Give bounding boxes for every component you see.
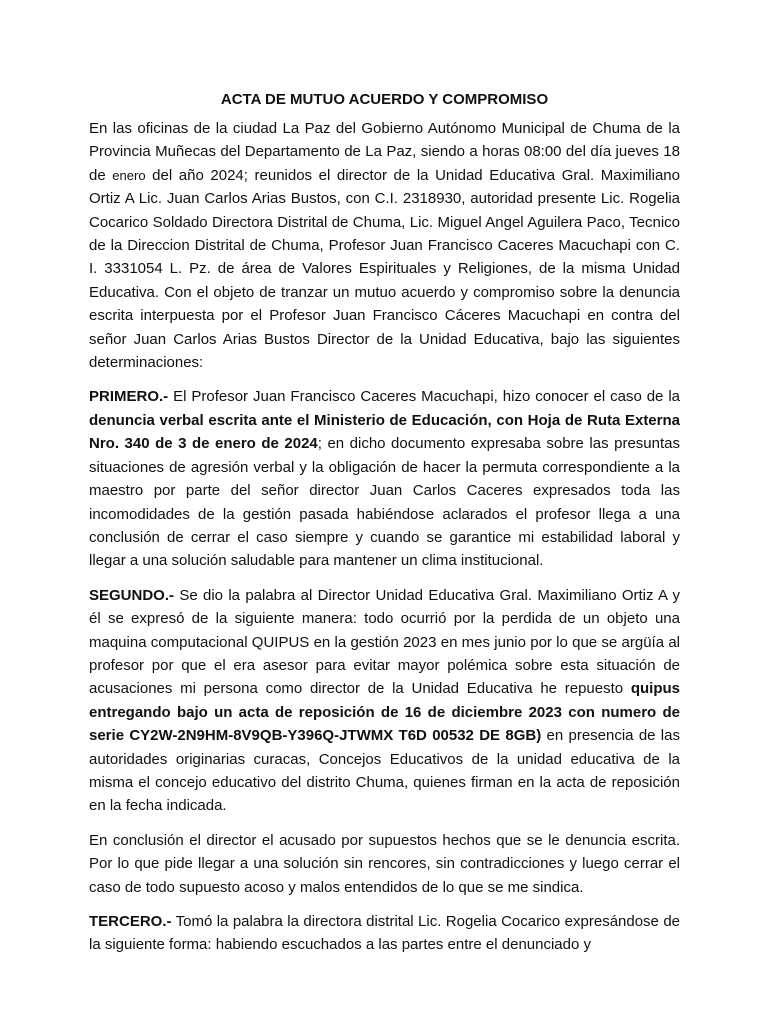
intro-month: enero [112,167,146,183]
intro-paragraph [89,117,680,374]
tercero-text-1: Tomó la palabra la directora distrital Lic. Rogelia Cocarico expresándose de la siguiente forma: habiendo escuchados a las partes entre el denunciado y [89,913,680,954]
tercero-paragraph [89,910,680,957]
document-title: ACTA DE MUTUO ACUERDO Y COMPROMISO [220,91,549,108]
primero-paragraph [89,385,680,572]
document-body [89,117,680,968]
primero-bold-text: denuncia verbal escrita ante el Ministerio de Educación, con Hoja de Ruta Externa Nro. 340 de 3 de enero de 2024 [89,411,680,453]
segundo-text-2: en presencia de las autoridades originarias curacas, Concejos Educativos de la unidad educativa de la misma el concejo educativo del distrito Chuma, quienes firman en la acta de reposición en la fecha indicada. [89,727,680,815]
segundo-paragraph [89,584,680,818]
primero-text-1: El Profesor Juan Francisco Caceres Macuchapi, hizo conocer el caso de la [168,388,680,406]
conclusion-paragraph: En conclusión el director el acusado por supuestos hechos que se le denuncia escrita. Por lo que pide llegar a una solución sin rencores, sin contradicciones y luego cerrar el caso de todo supuesto acoso y malos entendidos de lo que se me sindica. [89,831,680,896]
intro-text-part2: del año 2024; reunidos el director de la Unidad Educativa Gral. Maximiliano Ortiz A Lic. Juan Carlos Arias Bustos, con C.I. 2318930, autoridad presente Lic. Rogelia Cocarico Soldado Directora Distrital de Chuma, Lic. Miguel Angel Aguilera Paco, Tecnico de la Direccion Distrital de Chuma, Profesor Juan Francisco Caceres Macuchapi con C. I. 3331054 L. Pz. de área de Valores Espirituales y Religiones, de la misma Unidad Educativa. Con el objeto de tranzar un mutuo acuerdo y compromiso sobre la denuncia escrita interpuesta por el Profesor Juan Francisco Cáceres Macuchapi en contra del señor Juan Carlos Arias Bustos Director de la Unidad Educativa, bajo las siguientes determinaciones: [89,166,680,372]
primero-text-2: ; en dicho documento expresaba sobre las presuntas situaciones de agresión verbal y la obligación de hacer la permuta correspondiente a la maestro por parte del señor director Juan Carlos Caceres expresados toda las incomodidades de la gestión pasada habiéndose aclarados el profesor llega a una conclusión de cerrar el caso siempre y cuando se garantice mi estabilidad laboral y llegar a una solución saludable para mantener un clima institucional. [89,435,680,570]
primero-label: PRIMERO.- [89,388,169,406]
segundo-text-1: Se dio la palabra al Director Unidad Educativa Gral. Maximiliano Ortiz A y él se expresó de la siguiente manera: todo ocurrió por la perdida de un objeto una maquina computacional QUIPUS en la gestión 2023 en mes junio por lo que se argüía al profesor por que el era asesor para evitar mayor polémica sobre esta situación de acusaciones mi persona como director de la Unidad Educativa he repuesto [89,586,680,698]
tercero-label: TERCERO.- [89,913,172,930]
segundo-bold-text: quipus entregando bajo un acta de reposición de 16 de diciembre 2023 con numero de serie CY2W-2N9HM-8V9QB-Y396Q-JTWMX T6D 00532 DE 8GB) [89,680,680,745]
intro-text-part1: En las oficinas de la ciudad La Paz del Gobierno Autónomo Municipal de Chuma de la Provincia Muñecas del Departamento de La Paz, siendo a horas 08:00 del día jueves 18 de [89,120,680,184]
segundo-label: SEGUNDO.- [89,586,175,604]
